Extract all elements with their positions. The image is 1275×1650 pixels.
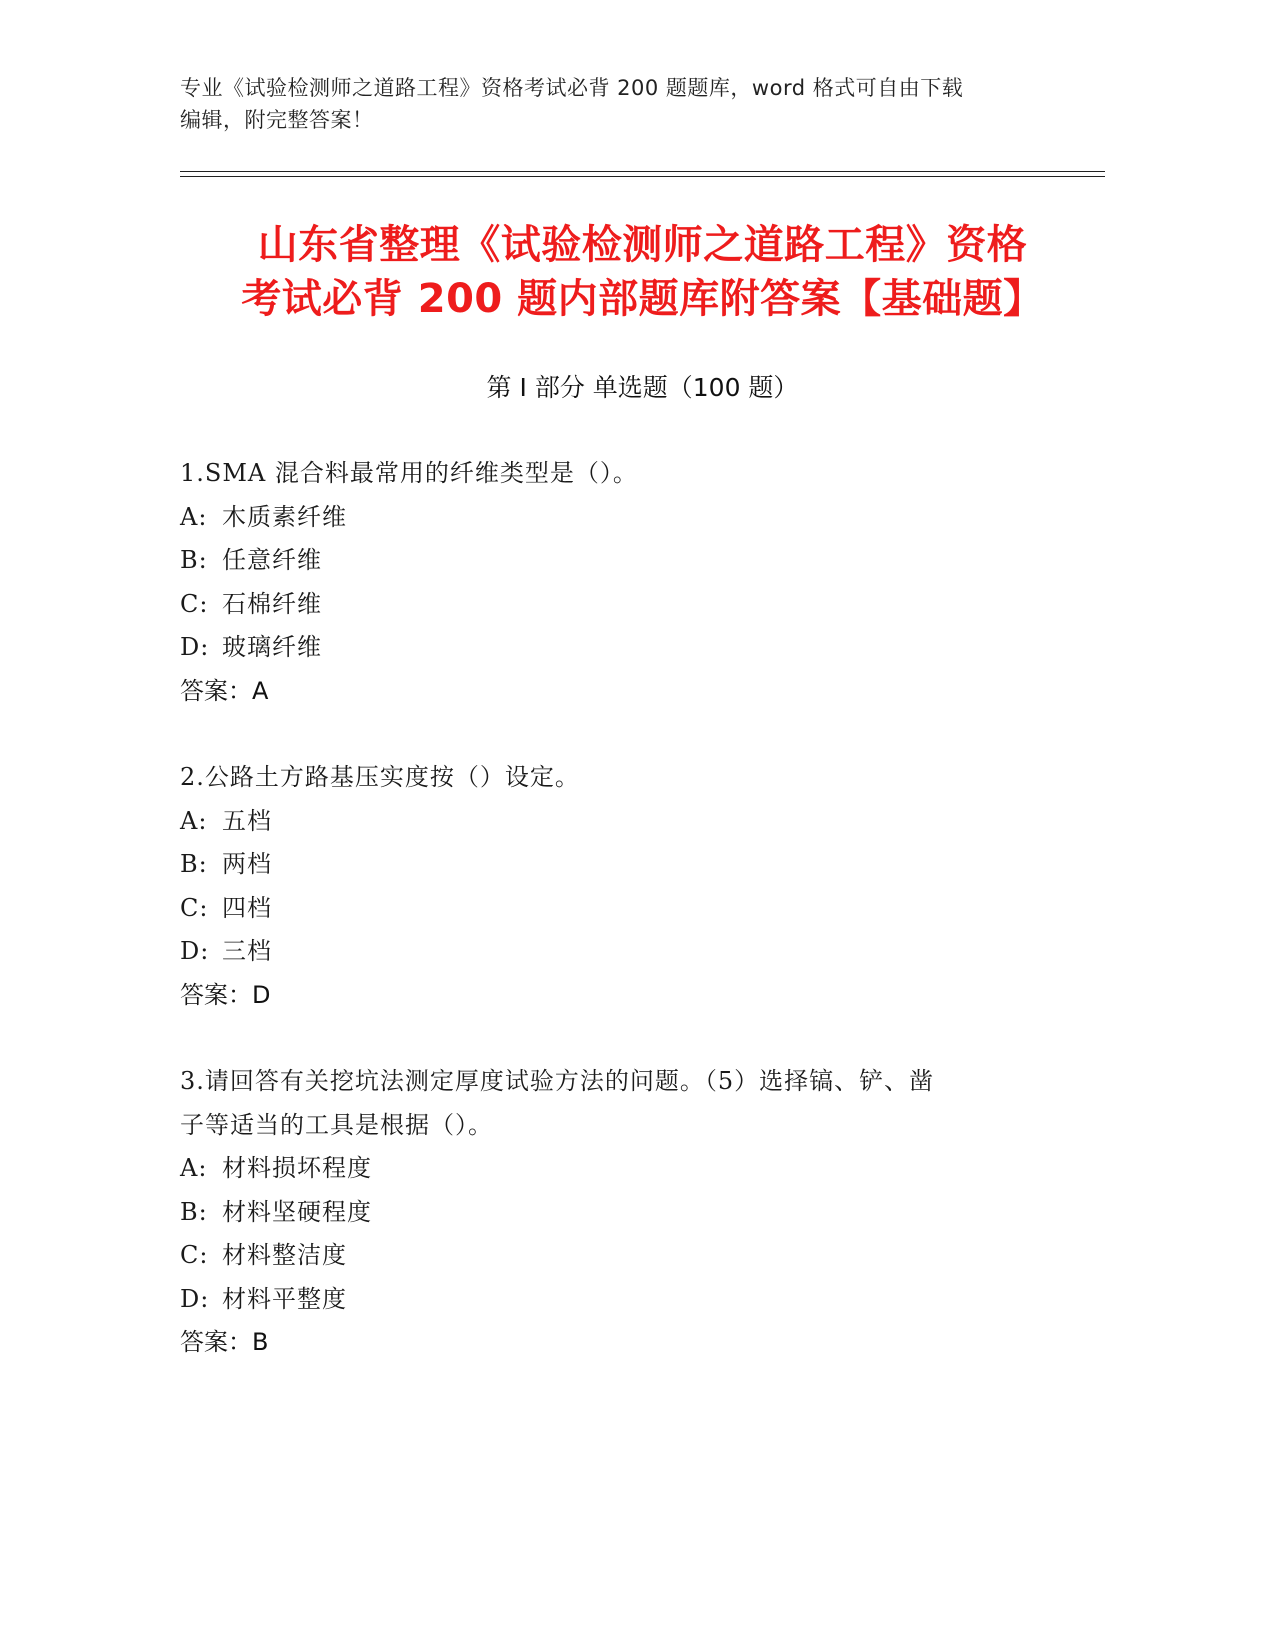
option-c <box>180 887 1040 931</box>
option-c <box>180 1234 1040 1278</box>
header-divider-bottom <box>180 176 1105 177</box>
document-title-line-2: 考试必背 200 题内部题库附答案【基础题】 <box>241 276 1044 322</box>
option-text: 五档 <box>222 806 272 835</box>
option-text: 两档 <box>222 850 272 878</box>
section-title: 第 I 部分 单选题（100 题） <box>486 373 799 402</box>
option-text: 材料坚硬程度 <box>222 1197 372 1226</box>
option-b <box>180 539 1040 583</box>
option-key: A: <box>180 502 208 531</box>
document-title-line-1: 山东省整理《试验检测师之道路工程》资格 <box>257 222 1028 268</box>
question-stem: 1.SMA 混合料最常用的纤维类型是（）。 <box>180 459 638 487</box>
option-key: C: <box>180 893 209 922</box>
option-c <box>180 583 1040 627</box>
option-text: 材料整洁度 <box>222 1241 347 1269</box>
option-key: A: <box>180 1154 208 1182</box>
option-text: 四档 <box>222 893 272 922</box>
option-text: 三档 <box>222 937 272 965</box>
option-d <box>180 1278 1040 1322</box>
option-key: D: <box>180 1284 210 1313</box>
option-key: C: <box>180 589 209 618</box>
document-title <box>180 218 1105 326</box>
answer-label: 答案：A <box>180 676 269 705</box>
option-d <box>180 930 1040 974</box>
option-text: 木质素纤维 <box>222 502 347 531</box>
option-key: D: <box>180 937 210 965</box>
option-a <box>180 1147 1040 1191</box>
question-stem: 3.请回答有关挖坑法测定厚度试验方法的问题。（5）选择镐、铲、凿 <box>180 1067 935 1095</box>
option-text: 材料损坏程度 <box>222 1154 372 1182</box>
option-d <box>180 626 1040 670</box>
option-text: 任意纤维 <box>222 546 322 574</box>
question-stem-continued: 子等适当的工具是根据（）。 <box>180 1110 493 1139</box>
option-a <box>180 496 1040 540</box>
question-list <box>180 452 1040 1408</box>
option-key: B: <box>180 546 208 574</box>
option-key: C: <box>180 1241 209 1269</box>
option-key: B: <box>180 850 208 878</box>
question-2 <box>180 756 1040 1017</box>
question-3 <box>180 1060 1040 1365</box>
option-text: 石棉纤维 <box>222 589 322 618</box>
option-text: 材料平整度 <box>222 1284 347 1313</box>
option-b <box>180 843 1040 887</box>
option-text: 玻璃纤维 <box>222 633 322 661</box>
header-note-line-2: 编辑，附完整答案！ <box>180 108 374 132</box>
header-note-line-1: 专业《试验检测师之道路工程》资格考试必背 200 题题库，word 格式可自由下载 <box>180 76 964 100</box>
question-stem: 2.公路土方路基压实度按（）设定。 <box>180 763 580 791</box>
answer-label: 答案：D <box>180 980 271 1009</box>
answer-label: 答案：B <box>180 1328 269 1356</box>
option-a <box>180 800 1040 844</box>
option-b <box>180 1191 1040 1235</box>
option-key: B: <box>180 1197 208 1226</box>
header-divider-top <box>180 171 1105 172</box>
question-1 <box>180 452 1040 713</box>
option-key: A: <box>180 806 208 835</box>
header-note <box>180 72 1060 136</box>
option-key: D: <box>180 633 210 661</box>
